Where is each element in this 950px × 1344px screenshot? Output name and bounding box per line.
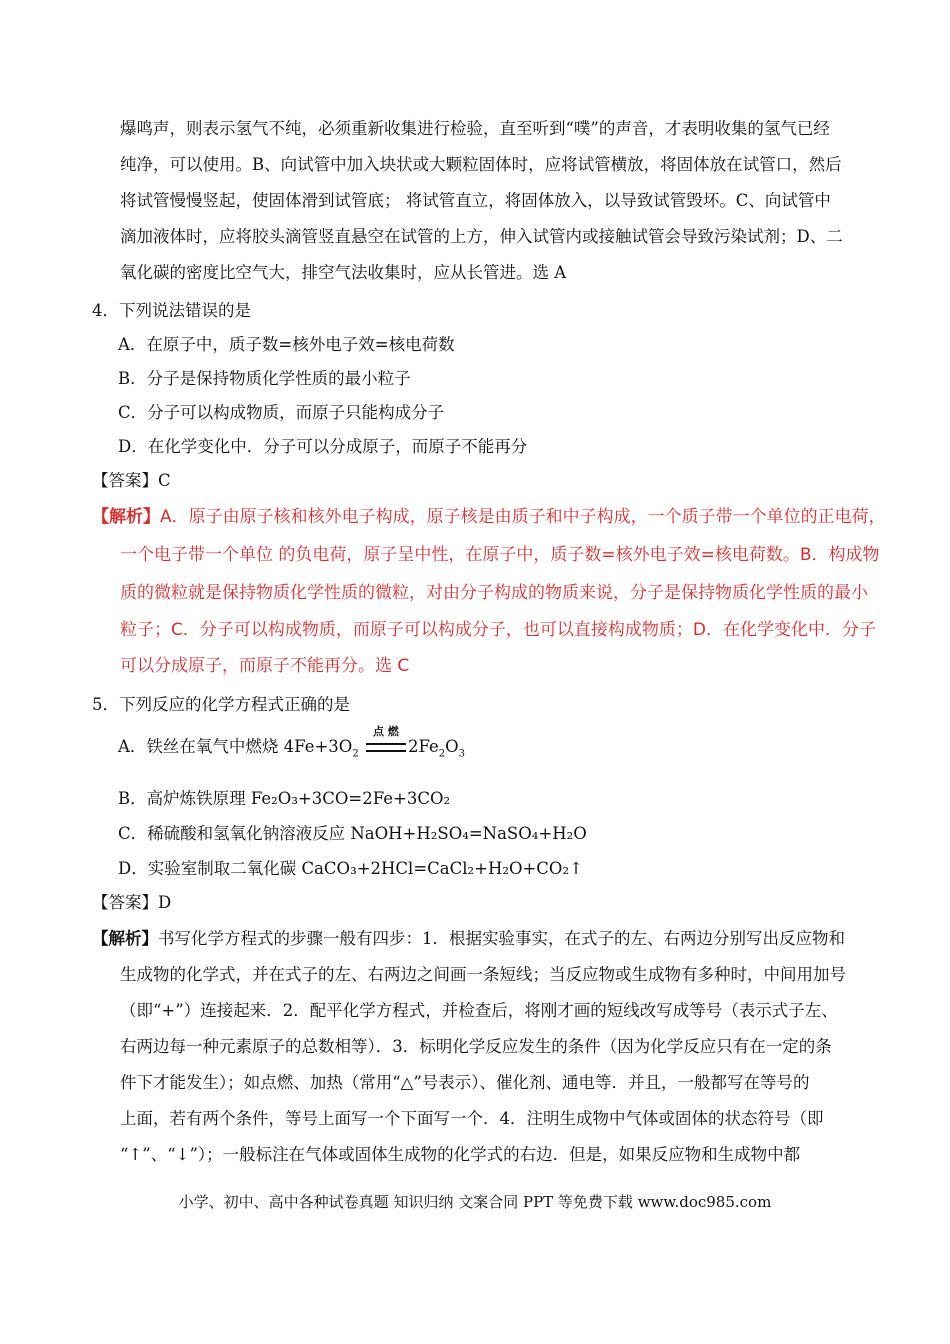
q5-answer: 【答案】D [92,893,172,912]
q4-analysis-line [92,506,886,528]
q4-option-a: A．在原子中，质子数=核外电子效=核电荷数 [118,335,455,354]
q5-option-a [118,725,466,765]
q5-analysis-line: 生成物的化学式，并在式子的左、右两边之间画一条短线；当反应物或生成物有多种时，中间用加号 [120,965,846,984]
paragraph-line: 氧化碳的密度比空气大，排空气法收集时，应从长管进。选 A [120,263,567,282]
subscript: 2 [352,748,359,760]
q5-analysis-line: （即“+”）连接起来．2．配平化学方程式，并检查后，将刚才画的短线改写成等号（表示式子左、 [120,1001,838,1020]
subscript: 3 [458,748,466,760]
condition-text: 点 燃 [373,725,399,738]
paragraph-line: 将试管慢慢竖起，使固体滑到试管底； 将试管直立，将固体放入，以导致试管毁坏。C、向试管中 [120,191,831,210]
analysis-text: 书写化学方程式的步骤一般有四步：1．根据实验事实，在式子的左、右两边分别写出反应物和 [158,929,845,948]
q5-analysis-line [92,928,845,950]
question-4-stem: 4．下列说法错误的是 [92,301,251,320]
page-footer: 小学、初中、高中各种试卷真题 知识归纳 文案合同 PPT 等免费下载 www.doc985.com [178,1193,772,1211]
q5-option-c: C．稀硫酸和氢氧化钠溶液反应 NaOH+H₂SO₄=NaSO₄+H₂O [118,824,587,843]
q4-option-d: D．在化学变化中．分子可以分成原子，而原子不能再分 [118,437,528,456]
q5-option-d: D．实验室制取二氧化碳 CaCO₃+2HCl=CaCl₂+H₂O+CO₂↑ [118,859,583,878]
q5-analysis-line: 右两边每一种元素原子的总数相等）．3．标明化学反应发生的条件（因为化学反应只有在一定的条 [120,1037,832,1056]
q4-option-b: B．分子是保持物质化学性质的最小粒子 [118,369,411,388]
paragraph-line: 爆鸣声，则表示氢气不纯，必须重新收集进行检验，直至听到“噗”的声音，才表明收集的氢气已经 [120,119,830,138]
question-5-stem: 5．下列反应的化学方程式正确的是 [92,695,350,714]
subscript: 2 [438,748,446,760]
q4-analysis-line: 质的微粒就是保持物质化学性质的微粒，对由分子构成的物质来说，分子是保持物质化学性质的最小 [120,583,868,603]
double-equals-sign [366,743,406,752]
analysis-tag: 【解析】 [92,507,160,527]
q4-option-c: C．分子可以构成物质，而原子只能构成分子 [118,403,445,422]
analysis-text: A．原子由原子核和核外电子构成，原子核是由质子和中子构成，一个质子带一个单位的正电荷， [160,507,886,527]
q5-option-b: B．高炉炼铁原理 Fe₂O₃+3CO=2Fe+3CO₂ [118,789,451,808]
q4-analysis-line: 可以分成原子，而原子不能再分。选 C [120,656,410,676]
reaction-condition [366,725,406,758]
q5-analysis-line: “↑”、“↓”）；一般标注在气体或固体生成物的化学式的右边．但是，如果反应物和生成物中都 [120,1145,801,1164]
analysis-tag: 【解析】 [92,929,158,948]
equation-right: 2Fe [407,737,439,756]
q5-analysis-line: 件下才能发生）；如点燃、加热（常用“△”号表示）、催化剂、通电等．并且，一般都写在等号的 [120,1073,810,1092]
paragraph-line: 滴加液体时，应将胶头滴管竖直悬空在试管的上方，伸入试管内或接触试管会导致污染试剂；D、二 [120,227,843,246]
paragraph-line: 纯净，可以使用。B、向试管中加入块状或大颗粒固体时，应将试管横放，将固体放在试管口，然后 [120,155,842,174]
q5-analysis-line: 上面，若有两个条件，等号上面写一个下面写一个．4．注明生成物中气体或固体的状态符号（即 [120,1109,824,1128]
q4-analysis-line: 一个电子带一个单位 的负电荷，原子呈中性，在原子中，质子数=核外电子效=核电荷数。B．构成物 [120,545,880,565]
q4-analysis-line: 粒子；C．分子可以构成物质，而原子可以构成分子，也可以直接构成物质；D．在化学变化中．分子 [120,620,876,640]
equation-right: O [445,737,459,756]
q4-answer: 【答案】C [92,471,171,490]
equation-left: A．铁丝在氧气中燃烧 4Fe+3O [118,737,353,756]
